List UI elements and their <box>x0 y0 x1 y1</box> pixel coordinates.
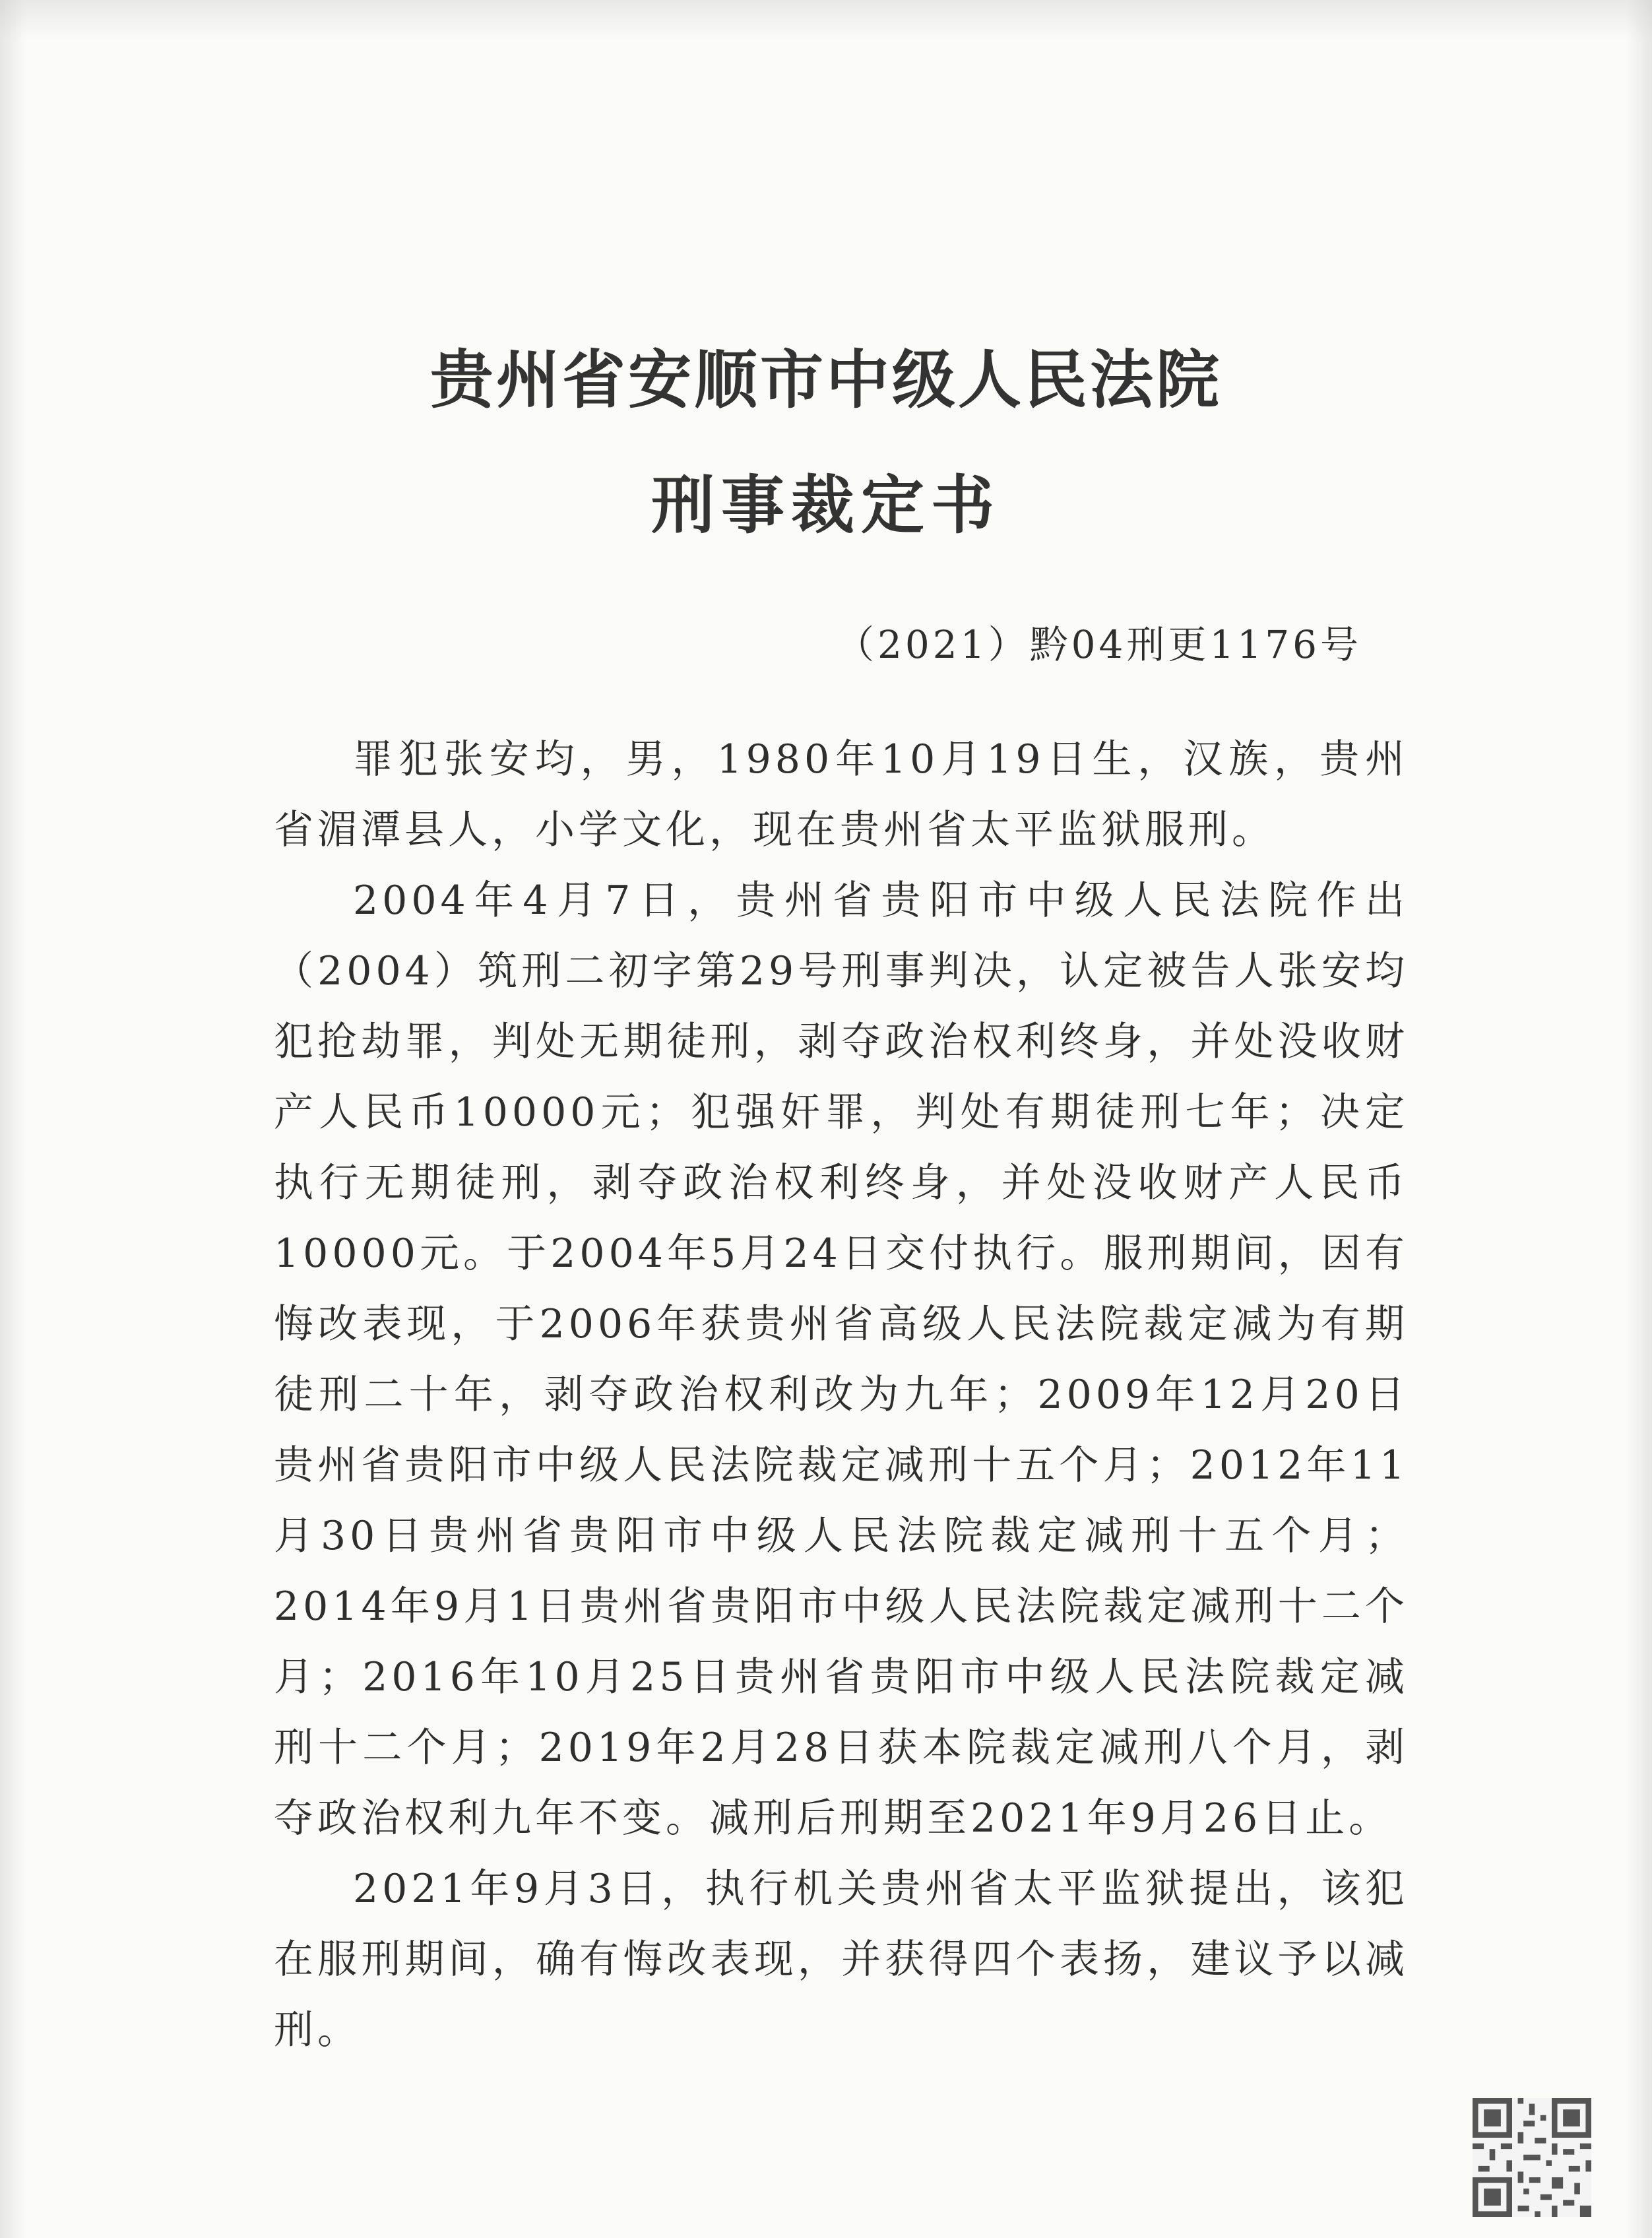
paragraph-commutation-proposal: 2021年9月3日，执行机关贵州省太平监狱提出，该犯在服刑期间，确有悔改表现，并获得四个表扬，建议予以减刑。 <box>274 1866 1409 2053</box>
paragraph-defendant-info: 罪犯张安均，男，1980年10月19日生，汉族，贵州省湄潭县人，小学文化，现在贵州省太平监狱服刑。 <box>274 736 1409 853</box>
document-type-heading: 刑事裁定书 <box>651 468 1001 542</box>
court-name-heading: 贵州省安顺市中级人民法院 <box>430 342 1222 417</box>
qr-code-icon <box>1473 2098 1591 2217</box>
case-number: （2021）黔04刑更1176号 <box>835 622 1362 667</box>
document-body <box>274 724 1409 2066</box>
paragraph-sentence-history: 2004年4月7日，贵州省贵阳市中级人民法院作出（2004）筑刑二初字第29号刑事判决，认定被告人张安均犯抢劫罪，判处无期徒刑，剥夺政治权利终身，并处没收财产人民币10000元；犯强奸罪，判处有期徒刑七年；决定执行无期徒刑，剥夺政治权利终身，并处没收财产人民币10000元。于2004年5月24日交付执行。服刑期间，因有悔改表现，于2006年获贵州省高级人民法院裁定减为有期徒刑二十年，剥夺政治权利改为九年；2009年12月20日贵州省贵阳市中级人民法院裁定减刑十五个月；2012年11月30日贵州省贵阳市中级人民法院裁定减刑十五个月；2014年9月1日贵州省贵阳市中级人民法院裁定减刑十二个月；2016年10月25日贵州省贵阳市中级人民法院裁定减刑十二个月；2019年2月28日获本院裁定减刑八个月，剥夺政治权利九年不变。减刑后刑期至2021年9月26日止。 <box>274 878 1409 1841</box>
scan-edge-top <box>0 0 1652 40</box>
